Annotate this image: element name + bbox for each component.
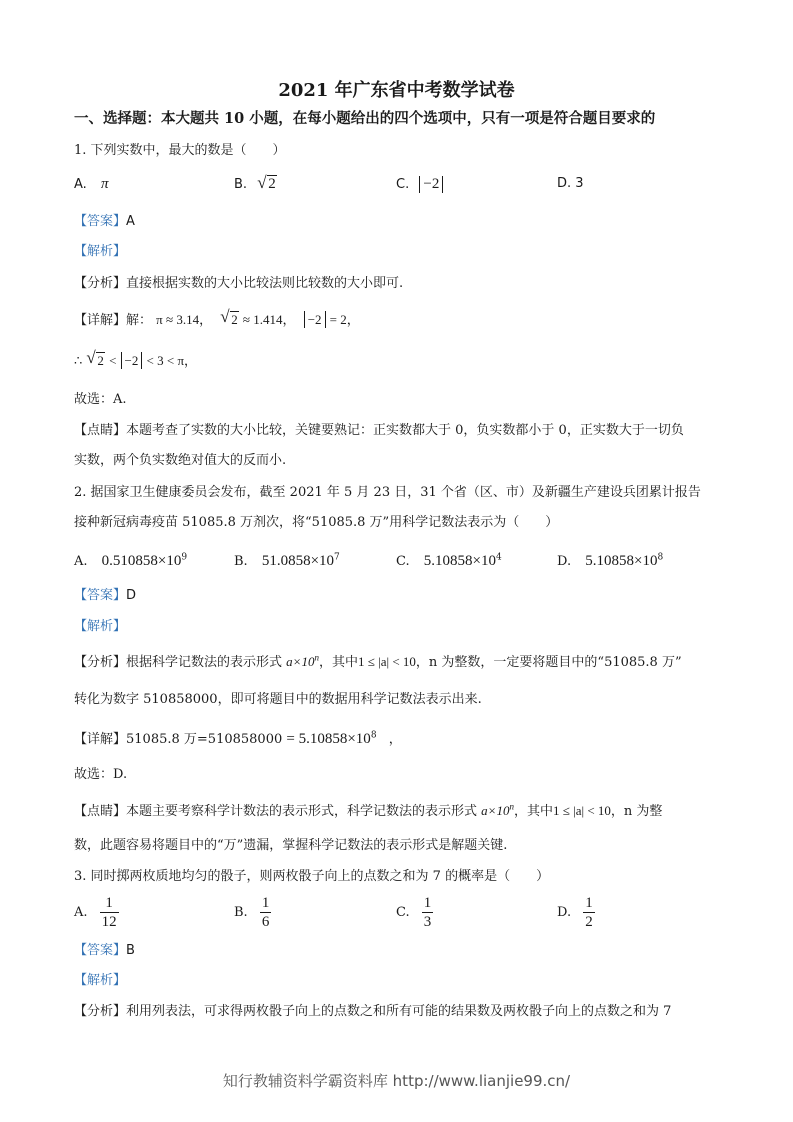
q2-analysis-2: 转化为数字 510858000，即可将题目中的数据用科学记数法表示出来. bbox=[74, 692, 482, 707]
page-title: 2021 年广东省中考数学试卷 bbox=[278, 80, 515, 101]
q2-comment-2: 数，此题容易将题目中的“万”遗漏，掌握科学记数法的表示形式是解题关键. bbox=[74, 838, 508, 853]
q3-option-c: C. $\frac{1}{3}$ bbox=[396, 895, 432, 930]
fraction: $\frac{1}{12}$ bbox=[101, 895, 117, 930]
q1-option-d: D. 3 bbox=[557, 176, 584, 191]
q1-stem: 1. 下列实数中，最大的数是（ ） bbox=[74, 143, 286, 158]
q1-comment-2: 实数，两个负实数绝对值大的反而小. bbox=[74, 453, 287, 468]
q2-option-c: C. $5.10858\times 10^4$ bbox=[396, 552, 502, 569]
q3-option-d: D. $\frac{1}{2}$ bbox=[557, 895, 593, 930]
q1-inequality-chain: ∴ √ 2 < −2 < 3 < π， bbox=[74, 348, 198, 369]
q1-analysis: 【分析】直接根据实数的大小比较法则比较数的大小即可. bbox=[74, 276, 404, 291]
q3-answer: 【答案】B bbox=[74, 943, 135, 958]
q3-analysis: 【分析】利用列表法，可求得两枚骰子向上的点数之和所有可能的结果数及两枚骰子向上的点数之和为 7 bbox=[74, 1004, 672, 1019]
section-heading: 一、选择题：本大题共 10 小题，在每小题给出的四个选项中，只有一项是符合题目要求的 bbox=[74, 110, 656, 127]
q2-option-b: B. $51.0858\times 10^7$ bbox=[234, 552, 340, 569]
q1-option-a: A. π bbox=[74, 176, 109, 192]
q2-comment-1: 【点睛】本题主要考察科学计数法的表示形式，科学记数法的表示形式 $a\times 10^n$，其中1 ≤ |a| < 10，n 为整 bbox=[74, 801, 663, 819]
q1-conclusion: 故选：A. bbox=[74, 392, 127, 407]
q2-detail: 【详解】51085.8 万$=510858000 = 5.10858\times 10^8$ ， bbox=[74, 730, 402, 747]
q1-option-c: C. −2 bbox=[396, 176, 443, 193]
fraction: $\frac{1}{2}$ bbox=[585, 895, 593, 930]
fraction: $\frac{1}{3}$ bbox=[423, 895, 432, 930]
q3-option-a: A. $\frac{1}{12}$ bbox=[74, 895, 117, 930]
q1-analysis-heading: 【解析】 bbox=[74, 244, 127, 259]
q2-analysis-1: 【分析】根据科学记数法的表示形式 $a\times 10^n$，其中1 ≤ |a| < 10，n 为整数，一定要将题目中的“51085.8 万” bbox=[74, 652, 682, 670]
fraction: $\frac{1}{6}$ bbox=[261, 895, 270, 930]
q2-answer: 【答案】D bbox=[74, 588, 137, 603]
q3-analysis-heading: 【解析】 bbox=[74, 973, 127, 988]
q2-conclusion: 故选：D. bbox=[74, 767, 128, 782]
q1-option-b: B. √ 2 bbox=[234, 173, 276, 192]
q2-option-a: A. $0.510858\times 10^9$ bbox=[74, 552, 188, 569]
q1-comment-1: 【点睛】本题考查了实数的大小比较，关键要熟记：正实数都大于 0，负实数都小于 0，正实数大于一切负 bbox=[74, 423, 684, 438]
q2-stem-1: 2. 据国家卫生健康委员会发布，截至 2021 年 5 月 23 日，31 个省（区、市）及新疆生产建设兵团累计报告 bbox=[74, 485, 701, 500]
sqrt-symbol: √ 2 bbox=[257, 173, 276, 192]
q3-option-b: B. $\frac{1}{6}$ bbox=[234, 895, 270, 930]
footer-watermark: 知行教辅资料学霸资料库 http://www.lianjie99.cn/ bbox=[222, 1072, 571, 1090]
q2-stem-2: 接种新冠病毒疫苗 51085.8 万剂次，将“51085.8 万”用科学记数法表示为（ ） bbox=[74, 515, 559, 530]
q1-answer: 【答案】A bbox=[74, 214, 135, 229]
q2-analysis-heading: 【解析】 bbox=[74, 619, 127, 634]
q3-stem: 3. 同时掷两枚质地均匀的骰子，则两枚骰子向上的点数之和为 7 的概率是（ ） bbox=[74, 869, 550, 884]
q2-option-d: D. $5.10858\times 10^8$ bbox=[557, 552, 664, 569]
q1-detail: 【详解】解： π ≈ 3.14， √ 2 ≈ 1.414， −2 = 2， bbox=[74, 307, 360, 328]
